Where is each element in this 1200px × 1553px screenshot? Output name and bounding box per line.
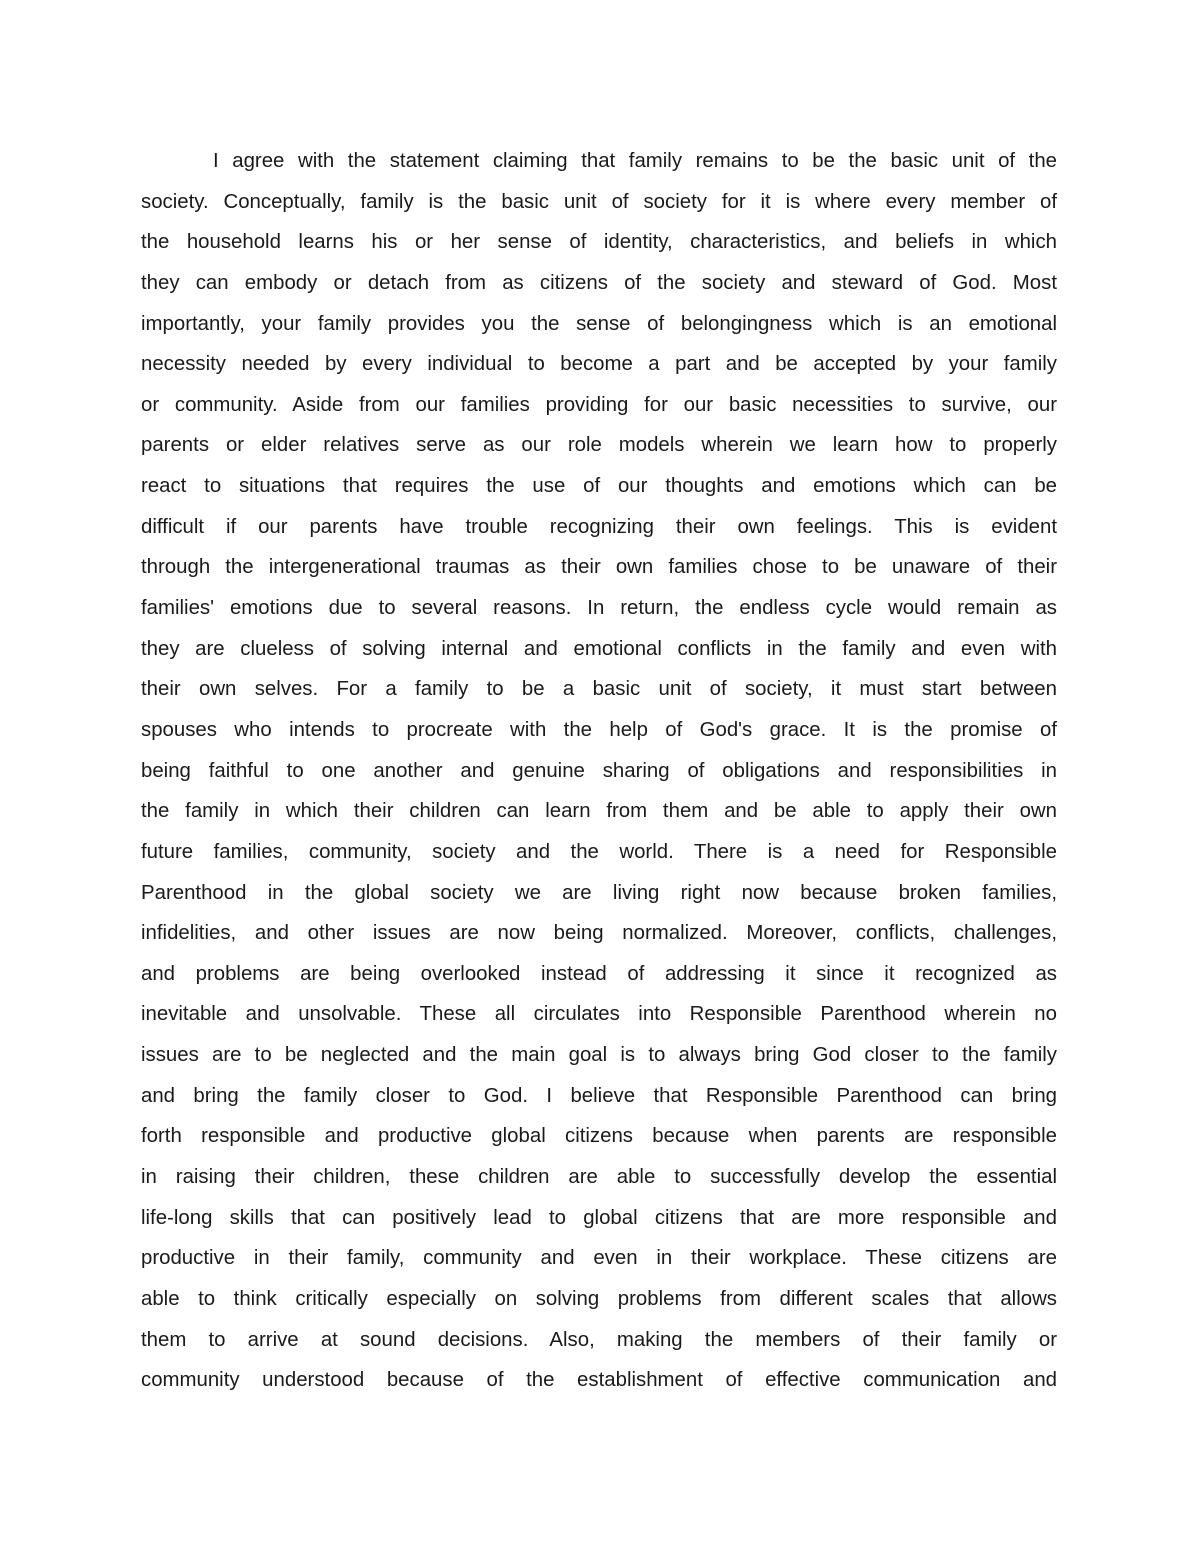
paragraph-line: spouses who intends to procreate with the help of God's grace. It is the promise of xyxy=(141,718,1057,741)
paragraph-line: importantly, your family provides you the sense of belongingness which is an emotional xyxy=(141,312,1057,335)
paragraph-line: them to arrive at sound decisions. Also, making the members of their family or xyxy=(141,1328,1057,1351)
paragraph-line: and problems are being overlooked instead of addressing it since it recognized as xyxy=(141,962,1057,985)
paragraph-line: inevitable and unsolvable. These all circulates into Responsible Parenthood wherein no xyxy=(141,1003,1057,1026)
paragraph-line: the family in which their children can learn from them and be able to apply their own xyxy=(141,800,1057,823)
essay-paragraph xyxy=(141,141,1057,1401)
paragraph-line: infidelities, and other issues are now being normalized. Moreover, conflicts, challenges, xyxy=(141,922,1057,945)
paragraph-line: difficult if our parents have trouble recognizing their own feelings. This is evident xyxy=(141,515,1057,538)
paragraph-line: being faithful to one another and genuine sharing of obligations and responsibilities in xyxy=(141,759,1057,782)
paragraph-line: future families, community, society and the world. There is a need for Responsible xyxy=(141,840,1057,863)
paragraph-line: and bring the family closer to God. I believe that Responsible Parenthood can bring xyxy=(141,1084,1057,1107)
paragraph-line: parents or elder relatives serve as our role models wherein we learn how to properly xyxy=(141,434,1057,457)
paragraph-line: their own selves. For a family to be a basic unit of society, it must start between xyxy=(141,678,1057,701)
paragraph-line: families' emotions due to several reasons. In return, the endless cycle would remain as xyxy=(141,597,1057,620)
paragraph-line: Parenthood in the global society we are living right now because broken families, xyxy=(141,881,1057,904)
paragraph-line: society. Conceptually, family is the basic unit of society for it is where every member of xyxy=(141,190,1057,213)
paragraph-line: through the intergenerational traumas as their own families chose to be unaware of their xyxy=(141,556,1057,579)
paragraph-line: issues are to be neglected and the main goal is to always bring God closer to the family xyxy=(141,1044,1057,1067)
paragraph-line: productive in their family, community and even in their workplace. These citizens are xyxy=(141,1247,1057,1270)
paragraph-line: react to situations that requires the use of our thoughts and emotions which can be xyxy=(141,475,1057,498)
paragraph-line: necessity needed by every individual to become a part and be accepted by your family xyxy=(141,353,1057,376)
paragraph-line: life-long skills that can positively lead to global citizens that are more responsible and xyxy=(141,1206,1057,1229)
paragraph-line: the household learns his or her sense of identity, characteristics, and beliefs in which xyxy=(141,231,1057,254)
paragraph-line: able to think critically especially on solving problems from different scales that allows xyxy=(141,1287,1057,1310)
paragraph-line: they are clueless of solving internal and emotional conflicts in the family and even with xyxy=(141,637,1057,660)
paragraph-line: forth responsible and productive global citizens because when parents are responsible xyxy=(141,1125,1057,1148)
paragraph-line: community understood because of the establishment of effective communication and xyxy=(141,1369,1057,1392)
paragraph-line: I agree with the statement claiming that family remains to be the basic unit of the xyxy=(213,150,1057,172)
paragraph-line: or community. Aside from our families providing for our basic necessities to survive, our xyxy=(141,393,1057,416)
paragraph-line: they can embody or detach from as citizens of the society and steward of God. Most xyxy=(141,271,1057,294)
paragraph-line: in raising their children, these children are able to successfully develop the essential xyxy=(141,1166,1057,1189)
